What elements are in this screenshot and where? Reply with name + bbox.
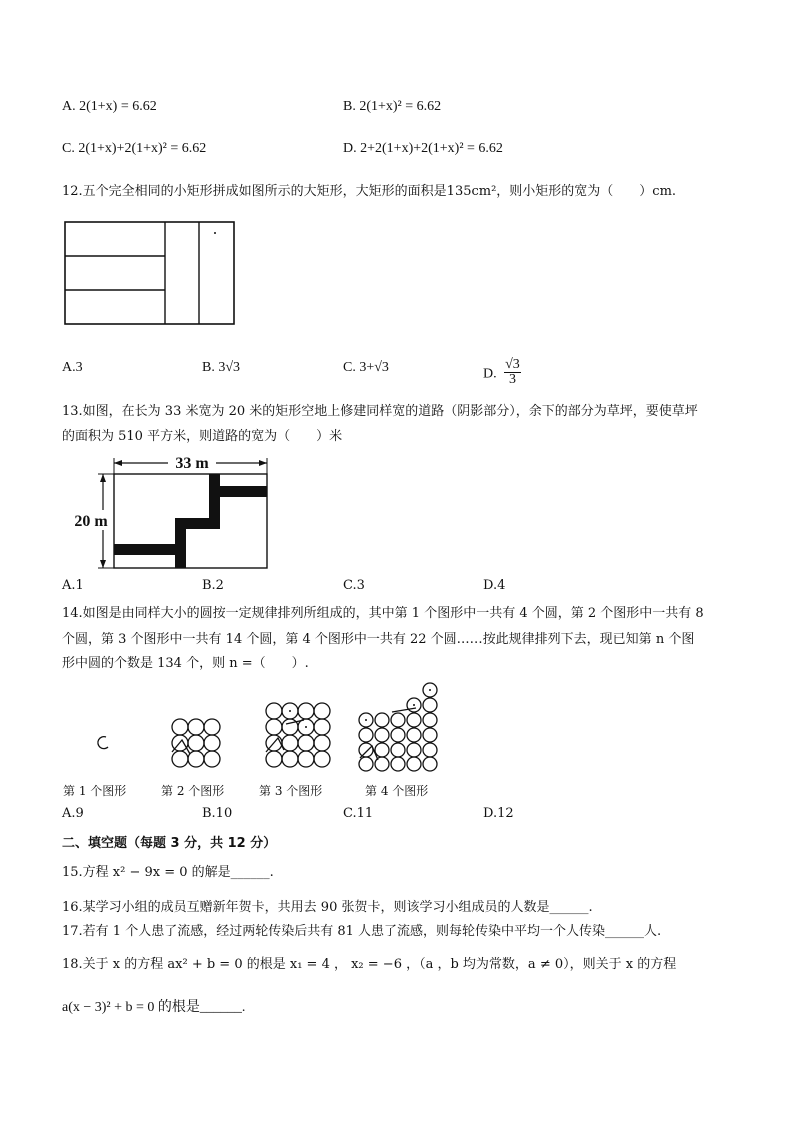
- q13-stem-line1: 13.如图，在长为 33 米宽为 20 米的矩形空地上修建同样宽的道路（阴影部分），余下的部分为草坪，要使草坪: [62, 404, 698, 419]
- q14-stem-line2: 个圆，第 3 个图形中一共有 14 个圆，第 4 个图形中一共有 22 个圆……按此规律排列下去，现已知第 n 个图: [62, 632, 695, 647]
- q14-figure: [60, 680, 460, 780]
- q14-figure-3-circles: [266, 703, 330, 767]
- q14-figure-4-circles: [359, 683, 437, 771]
- q12-option-d-fraction: [504, 358, 521, 387]
- q11-option-a: A. 2(1+x) = 6.62: [62, 99, 157, 114]
- q18-line2: a(x − 3)² + b = 0 的根是______.: [62, 1000, 246, 1015]
- q12-option-d-denominator: 3: [508, 372, 516, 387]
- q13-top-label: 33 m: [175, 455, 209, 472]
- q12-outer-rectangle: [65, 222, 234, 324]
- q17-text: 17.若有 1 个人患了流感，经过两轮传染后共有 81 人患了流感，则每轮传染中平均一个人传染______人.: [62, 924, 662, 939]
- q15-text: 15.方程 x² − 9x = 0 的解是______.: [62, 865, 274, 880]
- q11-option-d: D. 2+2(1+x)+2(1+x)² = 6.62: [343, 141, 503, 156]
- q13-option-a: A.1: [62, 578, 84, 593]
- q11-option-c: C. 2(1+x)+2(1+x)² = 6.62: [62, 141, 207, 156]
- q14-stem-line1: 14.如图是由同样大小的圆按一定规律排列所组成的，其中第 1 个图形中一共有 4 个圆，第 2 个图形中一共有 8: [62, 606, 704, 621]
- q12-option-c: C. 3+√3: [343, 360, 389, 375]
- q13-option-b: B.2: [202, 578, 224, 593]
- q14-option-c: C.11: [343, 806, 374, 821]
- q12-option-d-numerator: √3: [505, 357, 520, 372]
- q14-option-d: D.12: [483, 806, 514, 821]
- q13-option-c: C.3: [343, 578, 365, 593]
- q14-figure-3-label: 第 3 个图形: [259, 784, 323, 798]
- q18-line1: 18.关于 x 的方程 ax² + b = 0 的根是 x₁ = 4 ， x₂ = −6 ，（a ，b 均为常数，a ≠ 0），则关于 x 的方程: [62, 957, 677, 972]
- q14-stem-line3: 形中圆的个数是 134 个，则 n =（ ）.: [62, 656, 309, 671]
- q14-figure-4-label: 第 4 个图形: [365, 784, 429, 798]
- q14-figure-1-label: 第 1 个图形: [63, 784, 127, 798]
- q12-stem: 12.五个完全相同的小矩形拼成如图所示的大矩形，大矩形的面积是135cm²，则小矩形的宽为（ ）cm.: [62, 184, 677, 199]
- q12-option-d-prefix: D.: [483, 366, 497, 382]
- q14-option-b: B.10: [202, 806, 233, 821]
- q12-figure: [64, 220, 236, 326]
- q14-figure-2-label: 第 2 个图形: [161, 784, 225, 798]
- q11-option-b: B. 2(1+x)² = 6.62: [343, 99, 442, 114]
- q13-stem-line2: 的面积为 510 平方米，则道路的宽为（ ）米: [62, 429, 343, 444]
- q14-figure-2-circles: [172, 719, 220, 767]
- q12-option-d: [483, 357, 521, 389]
- section-2-heading: 二、填空题（每题 3 分，共 12 分）: [62, 836, 277, 851]
- q12-option-a: A.3: [62, 360, 83, 375]
- q14-option-a: A.9: [62, 806, 84, 821]
- q13-option-d: D.4: [483, 578, 506, 593]
- q12-option-b: B. 3√3: [202, 360, 241, 375]
- q14-figure-1-circles: [98, 737, 108, 749]
- q13-side-label: 20 m: [74, 513, 108, 530]
- q13-figure: [70, 454, 270, 574]
- q16-text: 16.某学习小组的成员互赠新年贺卡，共用去 90 张贺卡，则该学习小组成员的人数是______.: [62, 900, 593, 915]
- q13-road-shaded: [114, 474, 267, 568]
